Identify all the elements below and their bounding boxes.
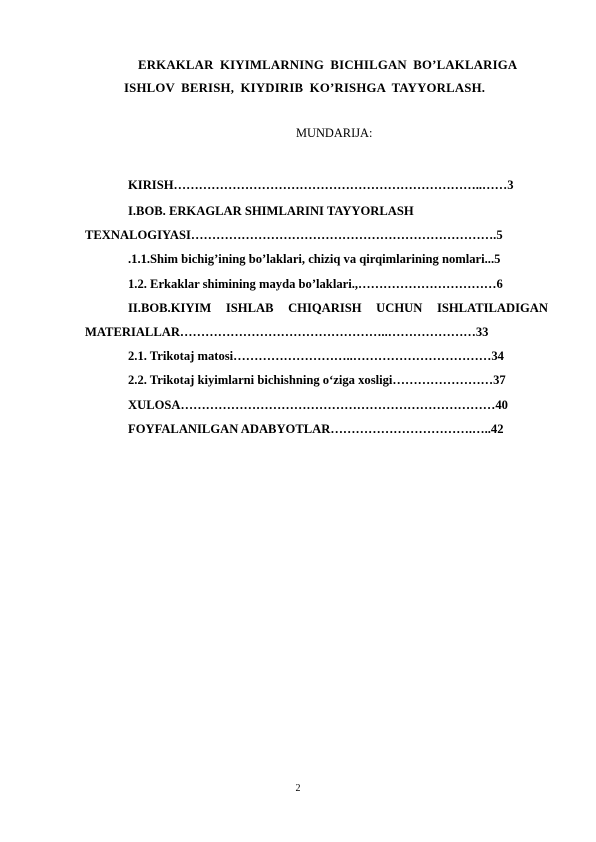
toc-bob2-word: ISHLAB bbox=[225, 301, 274, 315]
toc-entry-kirish: KIRISH………………………………………………………………..……3 bbox=[128, 178, 514, 192]
title-line-2: ISHLOV BERISH, KIYDIRIB KO’RISHGA TAYYORLASH. bbox=[124, 81, 486, 95]
toc-entry-bob1-line1: I.BOB. ERKAGLAR SHIMLARINI TAYYORLASH bbox=[128, 204, 414, 218]
toc-bob2-word: UCHUN bbox=[376, 301, 423, 315]
toc-entry-bob2-line1 bbox=[128, 300, 548, 316]
contents-heading: MUNDARIJA: bbox=[296, 126, 373, 140]
toc-entry-section-1-2: 1.2. Erkaklar shimining mayda bo’laklari.,……………………………6 bbox=[128, 277, 503, 291]
toc-entry-bob1-line2: TEXNALOGIYASI……………………………………………………………….5 bbox=[85, 228, 503, 242]
toc-entry-xulosa: XULOSA…………………………………………………………………40 bbox=[128, 398, 508, 412]
toc-entry-bob2-line2: MATERIALLAR…………………………………………..…………………33 bbox=[85, 325, 489, 339]
toc-bob2-word: CHIQARISH bbox=[288, 301, 362, 315]
toc-entry-section-2-1: 2.1. Trikotaj matosi………………………..……………………………34 bbox=[128, 349, 504, 363]
toc-bob2-word: II.BOB.KIYIM bbox=[128, 301, 212, 315]
toc-entry-section-1-1: .1.1.Shim bichig’ining bo’laklari, chiziq va qirqimlarining nomlari...5 bbox=[128, 252, 501, 266]
toc-entry-section-2-2: 2.2. Trikotaj kiyimlarni bichishning o‘ziga xosligi……………………37 bbox=[128, 373, 506, 387]
title-line-1: ERKAKLAR KIYIMLARNING BICHILGAN BO’LAKLARIGA bbox=[138, 58, 518, 72]
page-number: 2 bbox=[295, 783, 301, 794]
toc-bob2-word: ISHLATILADIGAN bbox=[436, 301, 548, 315]
toc-entry-adabiyotlar: FOYFALANILGAN ADABYOTLAR…………………………….…..42 bbox=[128, 422, 504, 436]
